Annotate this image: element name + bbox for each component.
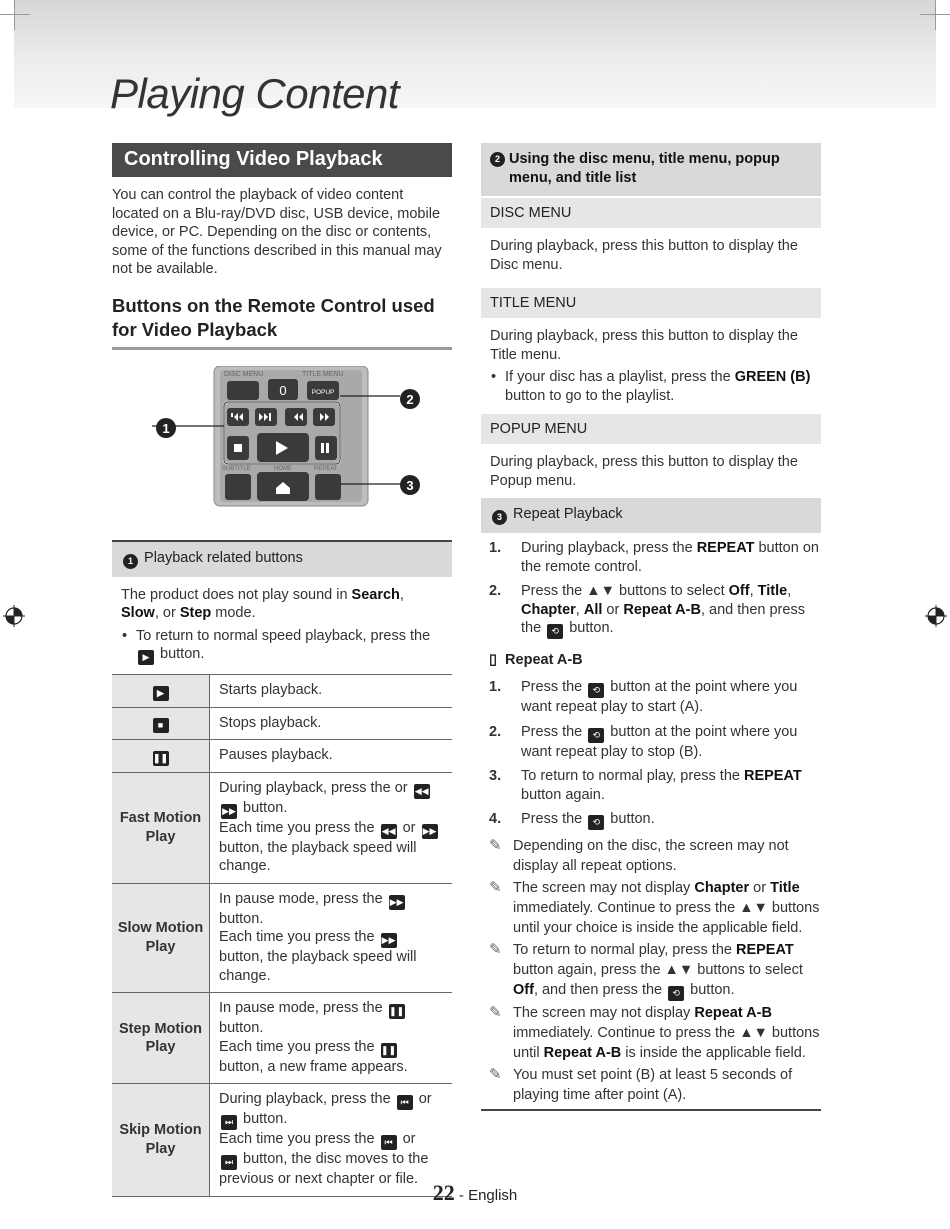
repeat-ab-steps-list [481,678,821,830]
repeat-icon: ⟲ [588,683,604,698]
skip-forward-icon: ⏭ [221,1155,237,1170]
list-item: 1. Press the ⟲ button at the point where you want repeat play to start (A). [489,679,798,715]
step-motion-description: In pause mode, press the ❚❚ button. Each time you press the ❚❚ button, a new frame appears. [210,993,453,1084]
intro-paragraph: You can control the playback of video content located on a Blu-ray/DVD disc, USB device, mobile device, or PC. Depending on the disc or contents, some of the functions described in this manual may not be available. [112,187,442,277]
callout-3: 3 [406,477,414,493]
fast-forward-icon: ▶▶ [422,824,438,839]
note-item: ✎ Depending on the disc, the screen may not display all repeat options. [489,837,789,874]
remote-label-title-menu: TITLE MENU [302,370,344,378]
crop-mark [0,14,30,15]
note-item: ✎ The screen may not display Repeat A-B immediately. Continue to press the ▲▼ buttons until Repeat A-B is inside the applicable field. [489,1004,820,1061]
menus-header-label: Using the disc menu, title menu, popup menu, and title list [509,151,780,186]
popup-menu-text: During playback, press this button to display the Popup menu. [490,454,798,489]
menus-header [481,143,821,196]
list-item: 3. To return to normal play, press the REPEAT button again. [489,768,802,803]
callout-1: 1 [162,420,170,436]
remote-label-disc-menu: DISC MENU [224,370,264,378]
pause-icon: ❚❚ [389,1004,405,1019]
fast-forward-icon: ▶▶ [381,933,397,948]
playback-buttons-header-label: Playback related buttons [144,549,303,566]
callout-2: 2 [406,391,414,407]
left-column [112,143,452,1197]
table-row [112,772,452,883]
circled-number-1-icon: 1 [123,554,138,569]
normal-speed-bullet: • To return to normal speed playback, press the ▶ button. [112,627,452,666]
right-column [481,143,821,1111]
pencil-note-icon: ✎ [489,941,502,958]
pencil-note-icon: ✎ [489,1066,502,1083]
slow-motion-label: Slow Motion Play [112,883,210,993]
playback-functions-table [112,674,452,1197]
table-row [112,675,452,708]
remote-label-home: HOME [274,465,292,472]
crop-mark [14,0,15,30]
registration-mark-icon [925,605,947,627]
play-description: Starts playback. [210,675,453,708]
pause-icon: ❚❚ [153,751,169,766]
footer-language: - English [454,1187,518,1204]
fast-forward-icon: ▶▶ [221,804,237,819]
circled-number-2-icon: 2 [490,152,505,167]
fast-forward-icon: ▶▶ [389,895,405,910]
title-menu-text: During playback, press this button to display the Title menu. [490,328,798,363]
repeat-icon: ⟲ [668,986,684,1001]
registration-mark-icon [3,605,25,627]
circled-number-3-icon: 3 [492,510,507,525]
popup-menu-label: POPUP MENU [481,414,821,444]
column-end-rule [481,1109,821,1111]
pause-description: Pauses playback. [210,740,453,773]
play-icon: ▶ [153,686,169,701]
remote-control-svg [112,366,452,526]
fast-motion-label: Fast Motion Play [112,772,210,883]
repeat-icon: ⟲ [588,815,604,830]
repeat-icon: ⟲ [547,624,563,639]
stop-icon: ■ [153,718,169,733]
page-footer [0,1180,950,1206]
skip-back-icon: ⏮ [381,1135,397,1150]
play-icon: ▶ [138,650,154,665]
pause-icon: ❚❚ [381,1043,397,1058]
stop-description: Stops playback. [210,707,453,740]
pencil-note-icon: ✎ [489,879,502,896]
slow-motion-description: In pause mode, press the ▶▶ button. Each time you press the ▶▶ button, the playback speed will change. [210,883,453,993]
note-item: ✎ You must set point (B) at least 5 seconds of playing time after point (A). [489,1066,793,1103]
subheading-remote-buttons: Buttons on the Remote Control used for Video Playback [112,294,452,350]
repeat-ab-subheading: ▯ Repeat A-B [489,652,583,668]
list-item: 2. Press the ▲▼ buttons to select Off, Title, Chapter, All or Repeat A-B, and then press the ⟲ button. [481,582,821,639]
page-number: 22 [432,1180,455,1205]
rewind-icon: ◀◀ [414,784,430,799]
section-title: Controlling Video Playback [112,143,452,177]
disc-menu-label: DISC MENU [481,198,821,228]
skip-motion-description: During playback, press the ⏮ or ⏭ button. Each time you press the ⏮ or ⏭ button, the disc moves to the previous or next chapter or file. [210,1084,453,1197]
title-menu-label: TITLE MENU [481,288,821,318]
crop-mark [935,0,936,30]
table-row [112,740,452,773]
fast-motion-description: During playback, press the or ◀◀ ▶▶ button. Each time you press the ◀◀ or ▶▶ button, the playback speed will change. [210,772,453,883]
repeat-icon: ⟲ [588,728,604,743]
note-item: ✎ The screen may not display Chapter or Title immediately. Continue to press the ▲▼ buttons until your choice is inside the applicable field. [489,879,820,936]
skip-motion-label: Skip Motion Play [112,1084,210,1197]
pencil-note-icon: ✎ [489,837,502,854]
playlist-bullet: • If your disc has a playlist, press the GREEN (B) button to go to the playlist. [481,368,821,414]
pencil-note-icon: ✎ [489,1004,502,1021]
page-title: Playing Content [110,70,400,117]
table-row [112,993,452,1084]
disc-menu-text: During playback, press this button to display the Disc menu. [490,238,798,273]
playback-note: The product does not play sound in Search, Slow, or Step mode. [121,586,404,621]
list-item: 4. Press the ⟲ button. [481,810,821,830]
repeat-playback-header-label: Repeat Playback [513,506,623,522]
repeat-steps-list [481,539,821,639]
rewind-icon: ◀◀ [381,824,397,839]
remote-key-zero: 0 [279,382,287,398]
notes-list [481,836,821,1105]
list-item: 1. During playback, press the REPEAT button on the remote control. [489,540,819,575]
remote-control-illustration [112,366,452,526]
remote-label-subtitle: SUBTITLE [222,465,251,472]
repeat-playback-header [481,498,821,533]
step-motion-label: Step Motion Play [112,993,210,1084]
skip-forward-icon: ⏭ [221,1115,237,1130]
remote-label-repeat: REPEAT [314,465,338,472]
playback-buttons-header [112,540,452,577]
list-item: 2. Press the ⟲ button at the point where you want repeat play to stop (B). [489,723,798,760]
note-item: ✎ To return to normal play, press the REPEAT button again, press the ▲▼ buttons to select Off, and then press the ⟲ button. [481,940,821,1001]
remote-key-popup: POPUP [311,388,335,396]
skip-back-icon: ⏮ [397,1095,413,1110]
table-row [112,707,452,740]
table-row [112,883,452,993]
